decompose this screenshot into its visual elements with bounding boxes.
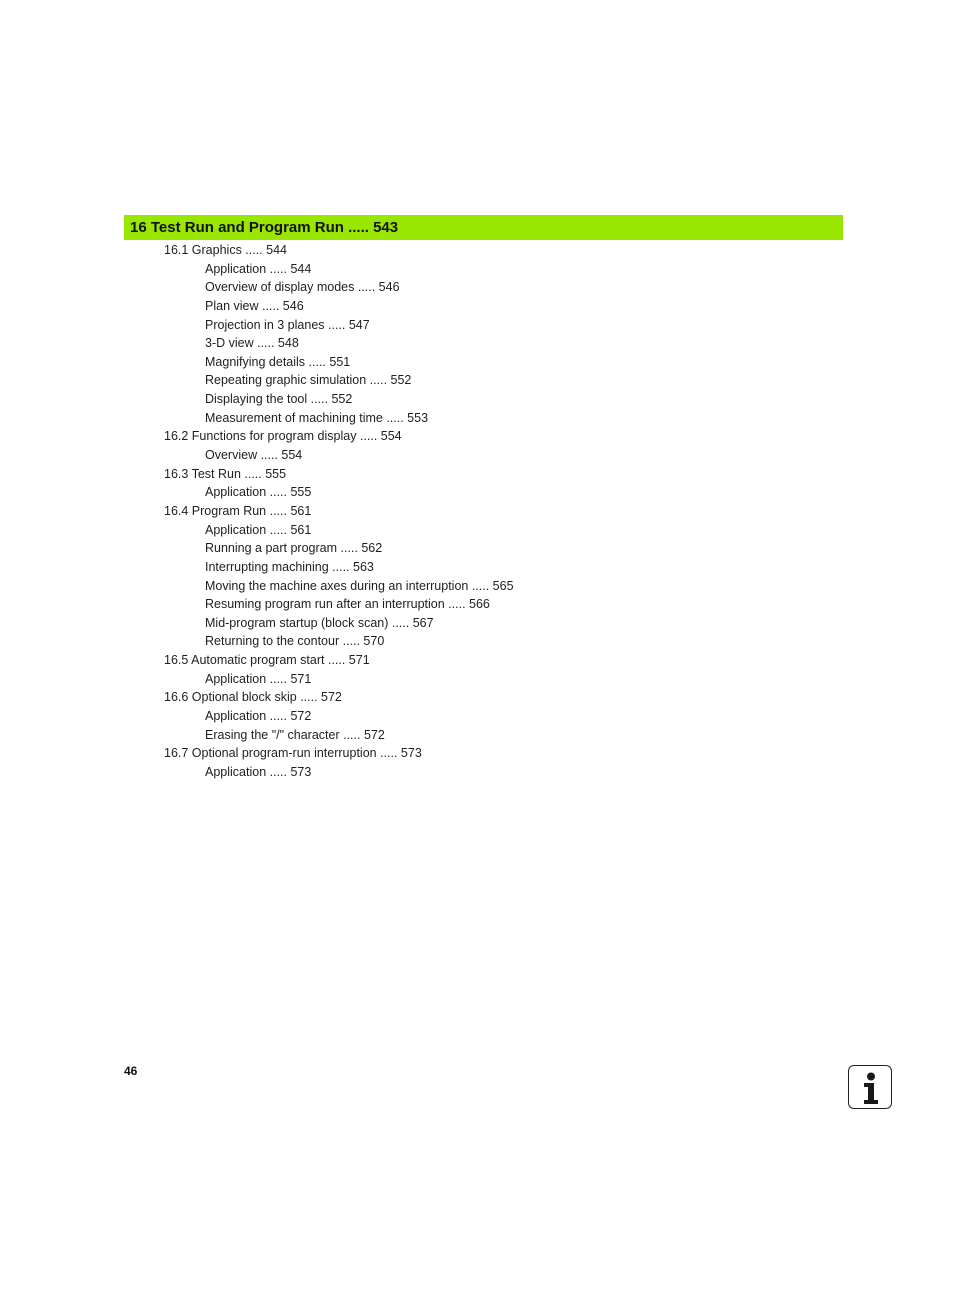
toc-subsection: Interrupting machining ..... 563 xyxy=(205,559,374,574)
toc-section: 16.7 Optional program-run interruption ..... 573 xyxy=(164,746,422,761)
toc-subsection: Application ..... 571 xyxy=(205,671,312,686)
toc-section: 16.6 Optional block skip ..... 572 xyxy=(164,690,342,705)
toc-subsection: Erasing the "/" character ..... 572 xyxy=(205,727,385,742)
toc-subsection: Application ..... 561 xyxy=(205,522,312,537)
chapter-heading-bar xyxy=(124,215,843,240)
info-icon xyxy=(848,1065,892,1109)
toc-section: 16.2 Functions for program display ..... 554 xyxy=(164,429,402,444)
toc-subsection: Moving the machine axes during an interruption ..... 565 xyxy=(205,578,514,593)
toc-subsection: Projection in 3 planes ..... 547 xyxy=(205,317,370,332)
toc-subsection: Displaying the tool ..... 552 xyxy=(205,392,353,407)
toc-subsection: Running a part program ..... 562 xyxy=(205,541,383,556)
table-of-contents xyxy=(164,241,844,782)
toc-subsection: Magnifying details ..... 551 xyxy=(205,354,351,369)
toc-subsection: Returning to the contour ..... 570 xyxy=(205,634,385,649)
toc-subsection: Measurement of machining time ..... 553 xyxy=(205,410,429,425)
toc-subsection: Application ..... 555 xyxy=(205,485,312,500)
toc-subsection: Application ..... 544 xyxy=(205,261,312,276)
toc-subsection: 3-D view ..... 548 xyxy=(205,336,299,351)
toc-subsection: Application ..... 572 xyxy=(205,709,312,724)
toc-subsection: Plan view ..... 546 xyxy=(205,298,304,313)
toc-subsection: Application ..... 573 xyxy=(205,764,312,779)
page-number: 46 xyxy=(124,1064,138,1078)
toc-subsection: Overview ..... 554 xyxy=(205,448,303,463)
toc-section: 16.1 Graphics ..... 544 xyxy=(164,243,287,257)
toc-subsection: Mid-program startup (block scan) ..... 567 xyxy=(205,615,434,630)
toc-section: 16.5 Automatic program start ..... 571 xyxy=(164,653,370,668)
chapter-title: 16 Test Run and Program Run ..... 543 xyxy=(130,219,399,236)
toc-section: 16.4 Program Run ..... 561 xyxy=(164,503,312,518)
toc-subsection: Resuming program run after an interruption ..... 566 xyxy=(205,597,490,612)
toc-section: 16.3 Test Run ..... 555 xyxy=(164,466,287,481)
toc-subsection: Repeating graphic simulation ..... 552 xyxy=(205,373,412,388)
toc-subsection: Overview of display modes ..... 546 xyxy=(205,280,400,295)
